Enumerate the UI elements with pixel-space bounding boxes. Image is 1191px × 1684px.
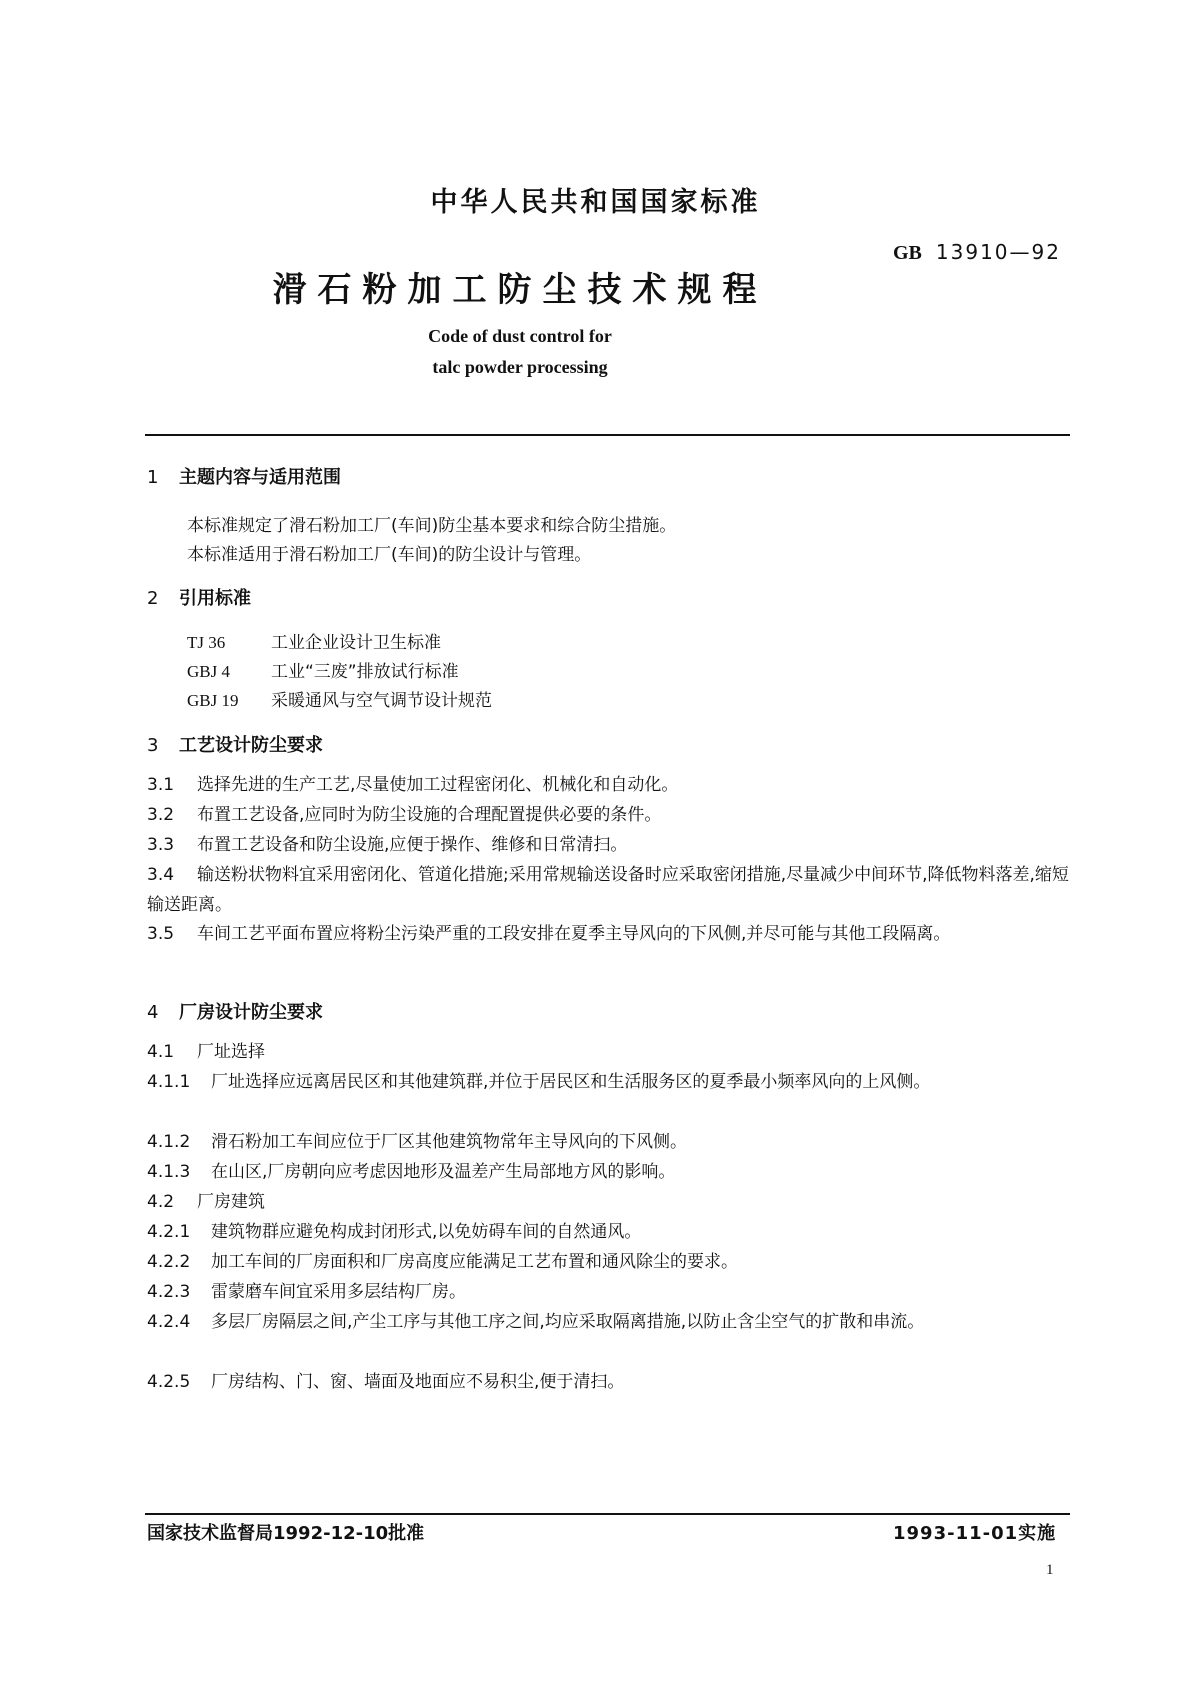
document-title-en-line2: talc powder processing [432,357,608,377]
section-1-heading [147,463,341,489]
clause-text: 车间工艺平面布置应将粉尘污染严重的工段安排在夏季主导风向的下风侧,并尽可能与其他工段隔离。 [197,924,951,944]
section-2-heading [147,584,251,610]
section-title: 工艺设计防尘要求 [179,735,323,756]
paragraph: 本标准规定了滑石粉加工厂(车间)防尘基本要求和综合防尘措施。 [187,516,677,536]
clause-number: 4.1.1 [147,1072,191,1092]
effective-date: 1993-11-01实施 [893,1523,1057,1544]
clause-text: 雷蒙磨车间宜采用多层结构厂房。 [211,1282,466,1302]
section-3-heading [147,731,323,757]
clause-number: 4.2.2 [147,1252,191,1272]
clause [147,1247,1072,1277]
clause-text: 布置工艺设备和防尘设施,应便于操作、维修和日常清扫。 [197,835,628,855]
standard-prefix: GB [893,242,922,264]
clause [147,1307,1072,1337]
paragraph: 本标准适用于滑石粉加工厂(车间)的防尘设计与管理。 [187,545,592,565]
section-number: 1 [147,467,159,488]
reference-code: TJ 36 [187,633,226,652]
reference-item [187,686,492,711]
footer-divider [145,1513,1070,1515]
clause [147,1217,1072,1247]
clause-text: 厂址选择 [197,1042,265,1062]
section-title: 引用标准 [179,588,251,609]
approval-date: 国家技术监督局1992-12-10批准 [147,1523,425,1544]
clause-number: 4.2.1 [147,1222,191,1242]
clause-text: 加工车间的厂房面积和厂房高度应能满足工艺布置和通风除尘的要求。 [211,1252,738,1272]
clause-number: 3.1 [147,775,175,795]
clause-number: 3.5 [147,924,175,944]
clause [147,1157,1072,1187]
reference-name: 工业“三废”排放试行标准 [271,662,459,682]
clause [147,1187,1072,1217]
reference-item [187,628,441,653]
clause-text: 多层厂房隔层之间,产尘工序与其他工序之间,均应采取隔离措施,以防止含尘空气的扩散和串流。 [211,1312,925,1332]
clause [147,1067,1072,1097]
clause-number: 3.3 [147,835,175,855]
section-title: 主题内容与适用范围 [179,467,341,488]
clause-number: 4.1.2 [147,1132,191,1152]
clause-number: 4.2 [147,1192,175,1212]
clause-text: 建筑物群应避免构成封闭形式,以免妨碍车间的自然通风。 [211,1222,642,1242]
document-title-cn: 滑石粉加工防尘技术规程 [272,270,768,310]
clause-text: 在山区,厂房朝向应考虑因地形及温差产生局部地方风的影响。 [211,1162,676,1182]
clause [147,1127,1072,1157]
clause [147,919,1072,949]
clause [147,1277,1072,1307]
issuing-org-title: 中华人民共和国国家标准 [430,187,761,218]
clause-text: 输送粉状物料宜采用密闭化、管道化措施;采用常规输送设备时应采取密闭措施,尽量减少中间环节,降低物料落差,缩短输送距离。 [147,865,1069,915]
section-number: 4 [147,1002,159,1023]
clause [147,830,1072,860]
clause-text: 选择先进的生产工艺,尽量使加工过程密闭化、机械化和自动化。 [197,775,679,795]
reference-code: GBJ 4 [187,662,230,681]
clause-number: 3.2 [147,805,175,825]
clause-text: 厂房建筑 [197,1192,265,1212]
section-number: 3 [147,735,159,756]
clause-number: 4.2.4 [147,1312,191,1332]
standard-number: 13910—92 [935,240,1061,264]
section-number: 2 [147,588,159,609]
reference-name: 工业企业设计卫生标准 [271,633,441,653]
clause-text: 厂房结构、门、窗、墙面及地面应不易积尘,便于清扫。 [211,1372,625,1392]
clause-text: 厂址选择应远离居民区和其他建筑群,并位于居民区和生活服务区的夏季最小频率风向的上风侧。 [211,1072,931,1092]
clause [147,860,1072,920]
header-divider [145,434,1070,436]
clause-number: 4.1.3 [147,1162,191,1182]
clause-number: 4.2.3 [147,1282,191,1302]
reference-code: GBJ 19 [187,691,239,710]
clause-number: 4.2.5 [147,1372,191,1392]
clause [147,770,1072,800]
clause [147,1037,1072,1067]
document-title-en-line1: Code of dust control for [428,326,612,346]
clause-text: 滑石粉加工车间应位于厂区其他建筑物常年主导风向的下风侧。 [211,1132,687,1152]
clause-number: 3.4 [147,865,175,885]
clause [147,1367,1072,1397]
clause-number: 4.1 [147,1042,175,1062]
section-title: 厂房设计防尘要求 [179,1002,323,1023]
reference-name: 采暖通风与空气调节设计规范 [271,691,492,711]
clause [147,800,1072,830]
page-number: 1 [1046,1562,1054,1578]
reference-item [187,657,459,682]
section-4-heading [147,998,323,1024]
clause-text: 布置工艺设备,应同时为防尘设施的合理配置提供必要的条件。 [197,805,662,825]
